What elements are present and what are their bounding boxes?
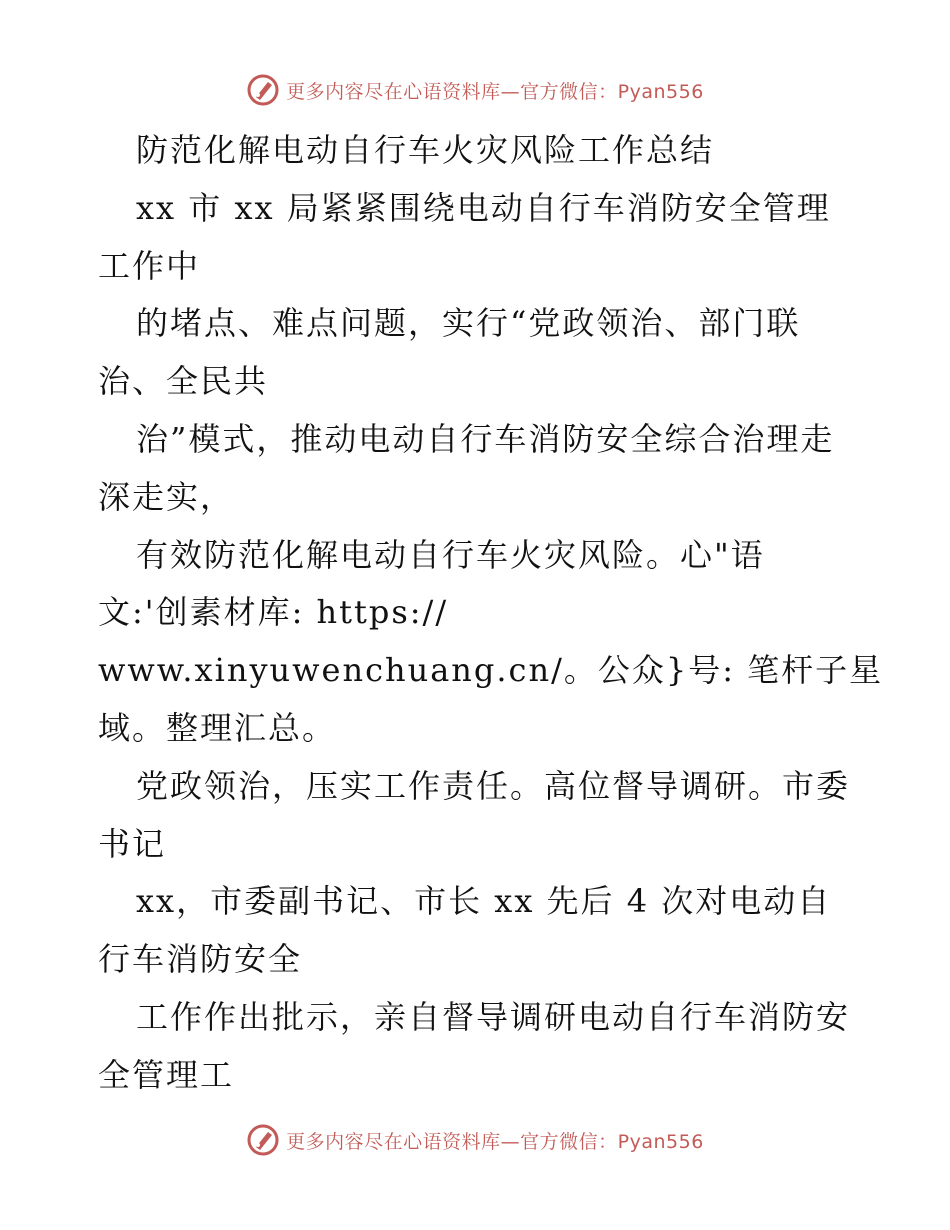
paragraph-line: xx 市 xx 局紧紧围绕电动自行车消防安全管理	[136, 188, 831, 227]
document-title: 防范化解电动自行车火灾风险工作总结	[136, 131, 715, 169]
paragraph-line: 党政领治，压实工作责任。高位督导调研。市委	[136, 766, 851, 805]
header-banner	[0, 70, 950, 110]
banner-text: 更多内容尽在心语资料库—官方微信：Pyan556	[286, 1130, 704, 1153]
pen-logo-icon	[246, 73, 280, 107]
paragraph-line: 治”模式，推动电动自行车消防安全综合治理走	[136, 419, 835, 458]
banner-text: 更多内容尽在心语资料库—官方微信：Pyan556	[286, 80, 704, 103]
paragraph-line: 书记	[98, 824, 167, 863]
pen-logo-icon	[246, 1123, 280, 1157]
paragraph-line: xx，市委副书记、市长 xx 先后 4 次对电动自	[136, 882, 832, 921]
paragraph-line: 文:'创素材库: https://	[98, 593, 449, 632]
paragraph-line: 治、全民共	[98, 362, 269, 401]
paragraph-line: 深走实，	[98, 477, 235, 516]
paragraph-line: 的堵点、难点问题，实行“党政领治、部门联	[136, 304, 801, 343]
paragraph-line: 行车消防安全	[98, 940, 303, 979]
footer-banner	[0, 1120, 950, 1160]
paragraph-line: www.xinyuwenchuang.cn/。公众}号: 笔杆子星	[98, 651, 884, 690]
paragraph-line: 工作作出批示，亲自督导调研电动自行车消防安	[136, 997, 851, 1036]
paragraph-line: 全管理工	[98, 1055, 235, 1094]
paragraph-line: 域。整理汇总。	[98, 708, 337, 747]
paragraph-line: 工作中	[98, 246, 201, 285]
document-body	[98, 122, 884, 1105]
paragraph-line: 有效防范化解电动自行车火灾风险。心"语	[136, 535, 765, 574]
